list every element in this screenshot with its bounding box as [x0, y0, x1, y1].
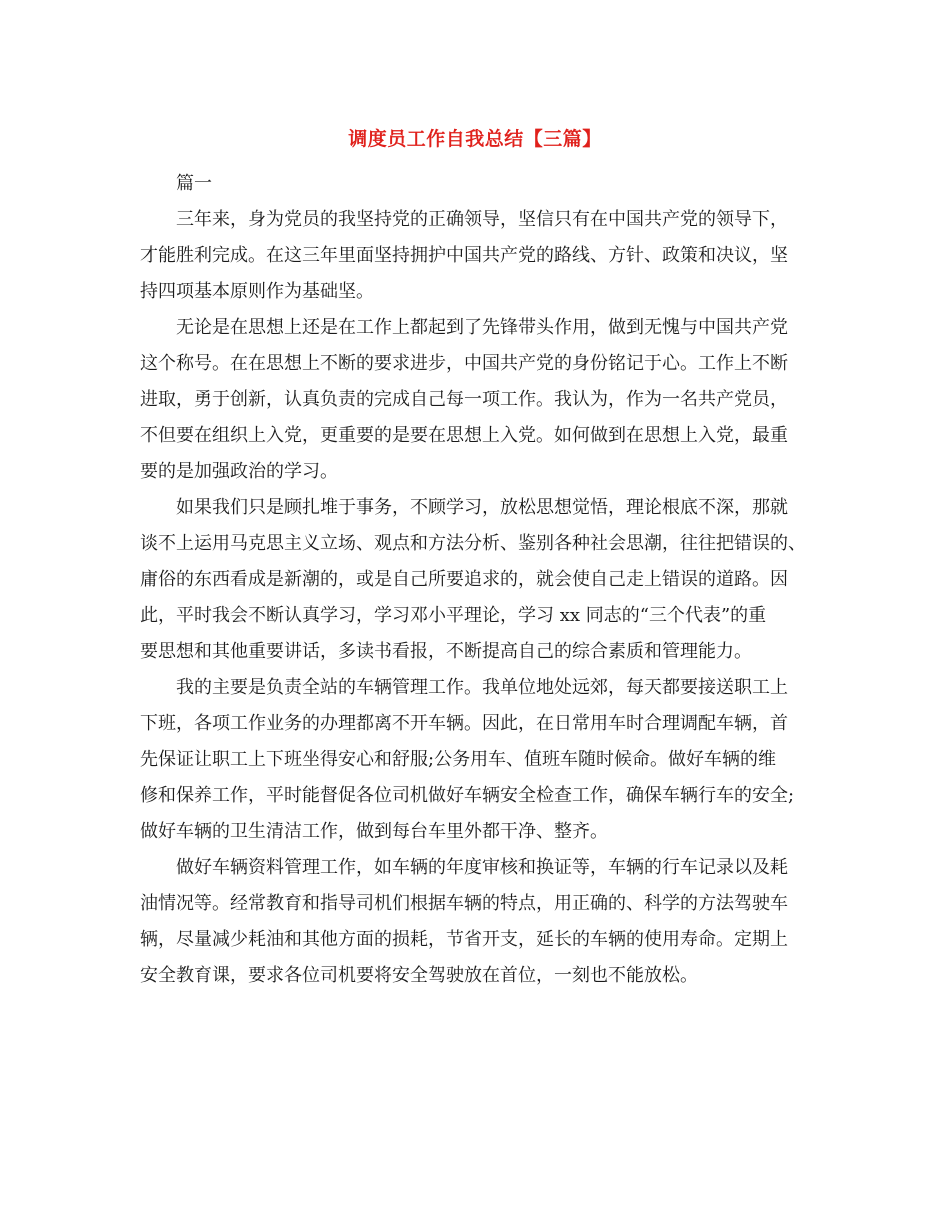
paragraph — [140, 670, 820, 850]
paragraph-line: 不但要在组织上入党，更重要的是要在思想上入党。如何做到在思想上入党，最重 — [140, 425, 788, 446]
paragraph-line: 持四项基本原则作为基础坚。 — [140, 281, 374, 302]
paragraph-line: 才能胜利完成。在这三年里面坚持拥护中国共产党的路线、方针、政策和决议，坚 — [140, 245, 788, 266]
paragraph-line: 下班，各项工作业务的办理都离不开车辆。因此，在日常用车时合理调配车辆，首 — [140, 713, 788, 734]
paragraph-line: 此，平时我会不断认真学习，学习邓小平理论，学习 xx 同志的“三个代表”的重 — [140, 605, 767, 626]
paragraph-line: 辆，尽量减少耗油和其他方面的损耗，节省开支，延长的车辆的使用寿命。定期上 — [140, 929, 788, 950]
paragraph-line: 先保证让职工上下班坐得安心和舒服;公务用车、值班车随时候命。做好车辆的维 — [140, 749, 777, 770]
paragraph-line: 三年来，身为党员的我坚持党的正确领导，坚信只有在中国共产党的领导下， — [176, 209, 788, 230]
paragraph-line: 谈不上运用马克思主义立场、观点和方法分析、鉴别各种社会思潮，往往把错误的、 — [140, 533, 806, 554]
paragraph — [140, 202, 820, 310]
paragraph-line: 我的主要是负责全站的车辆管理工作。我单位地处远郊，每天都要接送职工上 — [176, 677, 788, 698]
paragraph — [140, 490, 820, 670]
paragraph-line: 无论是在思想上还是在工作上都起到了先锋带头作用，做到无愧与中国共产党 — [176, 317, 788, 338]
paragraph-line: 进取，勇于创新，认真负责的完成自己每一项工作。我认为，作为一名共产党员， — [140, 389, 788, 410]
document-body — [140, 166, 820, 994]
paragraph-line: 这个称号。在在思想上不断的要求进步，中国共产党的身份铭记于心。工作上不断 — [140, 353, 788, 374]
paragraph-line: 庸俗的东西看成是新潮的，或是自己所要追求的，就会使自己走上错误的道路。因 — [140, 569, 788, 590]
paragraph-line: 做好车辆的卫生清洁工作，做到每台车里外都干净、整齐。 — [140, 821, 608, 842]
paragraph-line: 油情况等。经常教育和指导司机们根据车辆的特点，用正确的、科学的方法驾驶车 — [140, 893, 788, 914]
document-title: 调度员工作自我总结【三篇】 — [348, 128, 602, 150]
paragraph — [140, 850, 820, 994]
paragraph-line: 修和保养工作，平时能督促各位司机做好车辆安全检查工作，确保车辆行车的安全; — [140, 785, 795, 806]
paragraph-line: 要思想和其他重要讲话，多读书看报，不断提高自己的综合素质和管理能力。 — [140, 641, 752, 662]
paragraph-line: 要的是加强政治的学习。 — [140, 461, 338, 482]
paragraph-line: 如果我们只是顾扎堆于事务，不顾学习，放松思想觉悟，理论根底不深，那就 — [176, 497, 788, 518]
paragraph-line: 安全教育课，要求各位司机要将安全驾驶放在首位，一刻也不能放松。 — [140, 965, 698, 986]
paragraph-line: 做好车辆资料管理工作，如车辆的年度审核和换证等，车辆的行车记录以及耗 — [176, 857, 788, 878]
section-heading: 篇一 — [176, 173, 212, 194]
paragraph — [140, 310, 820, 490]
